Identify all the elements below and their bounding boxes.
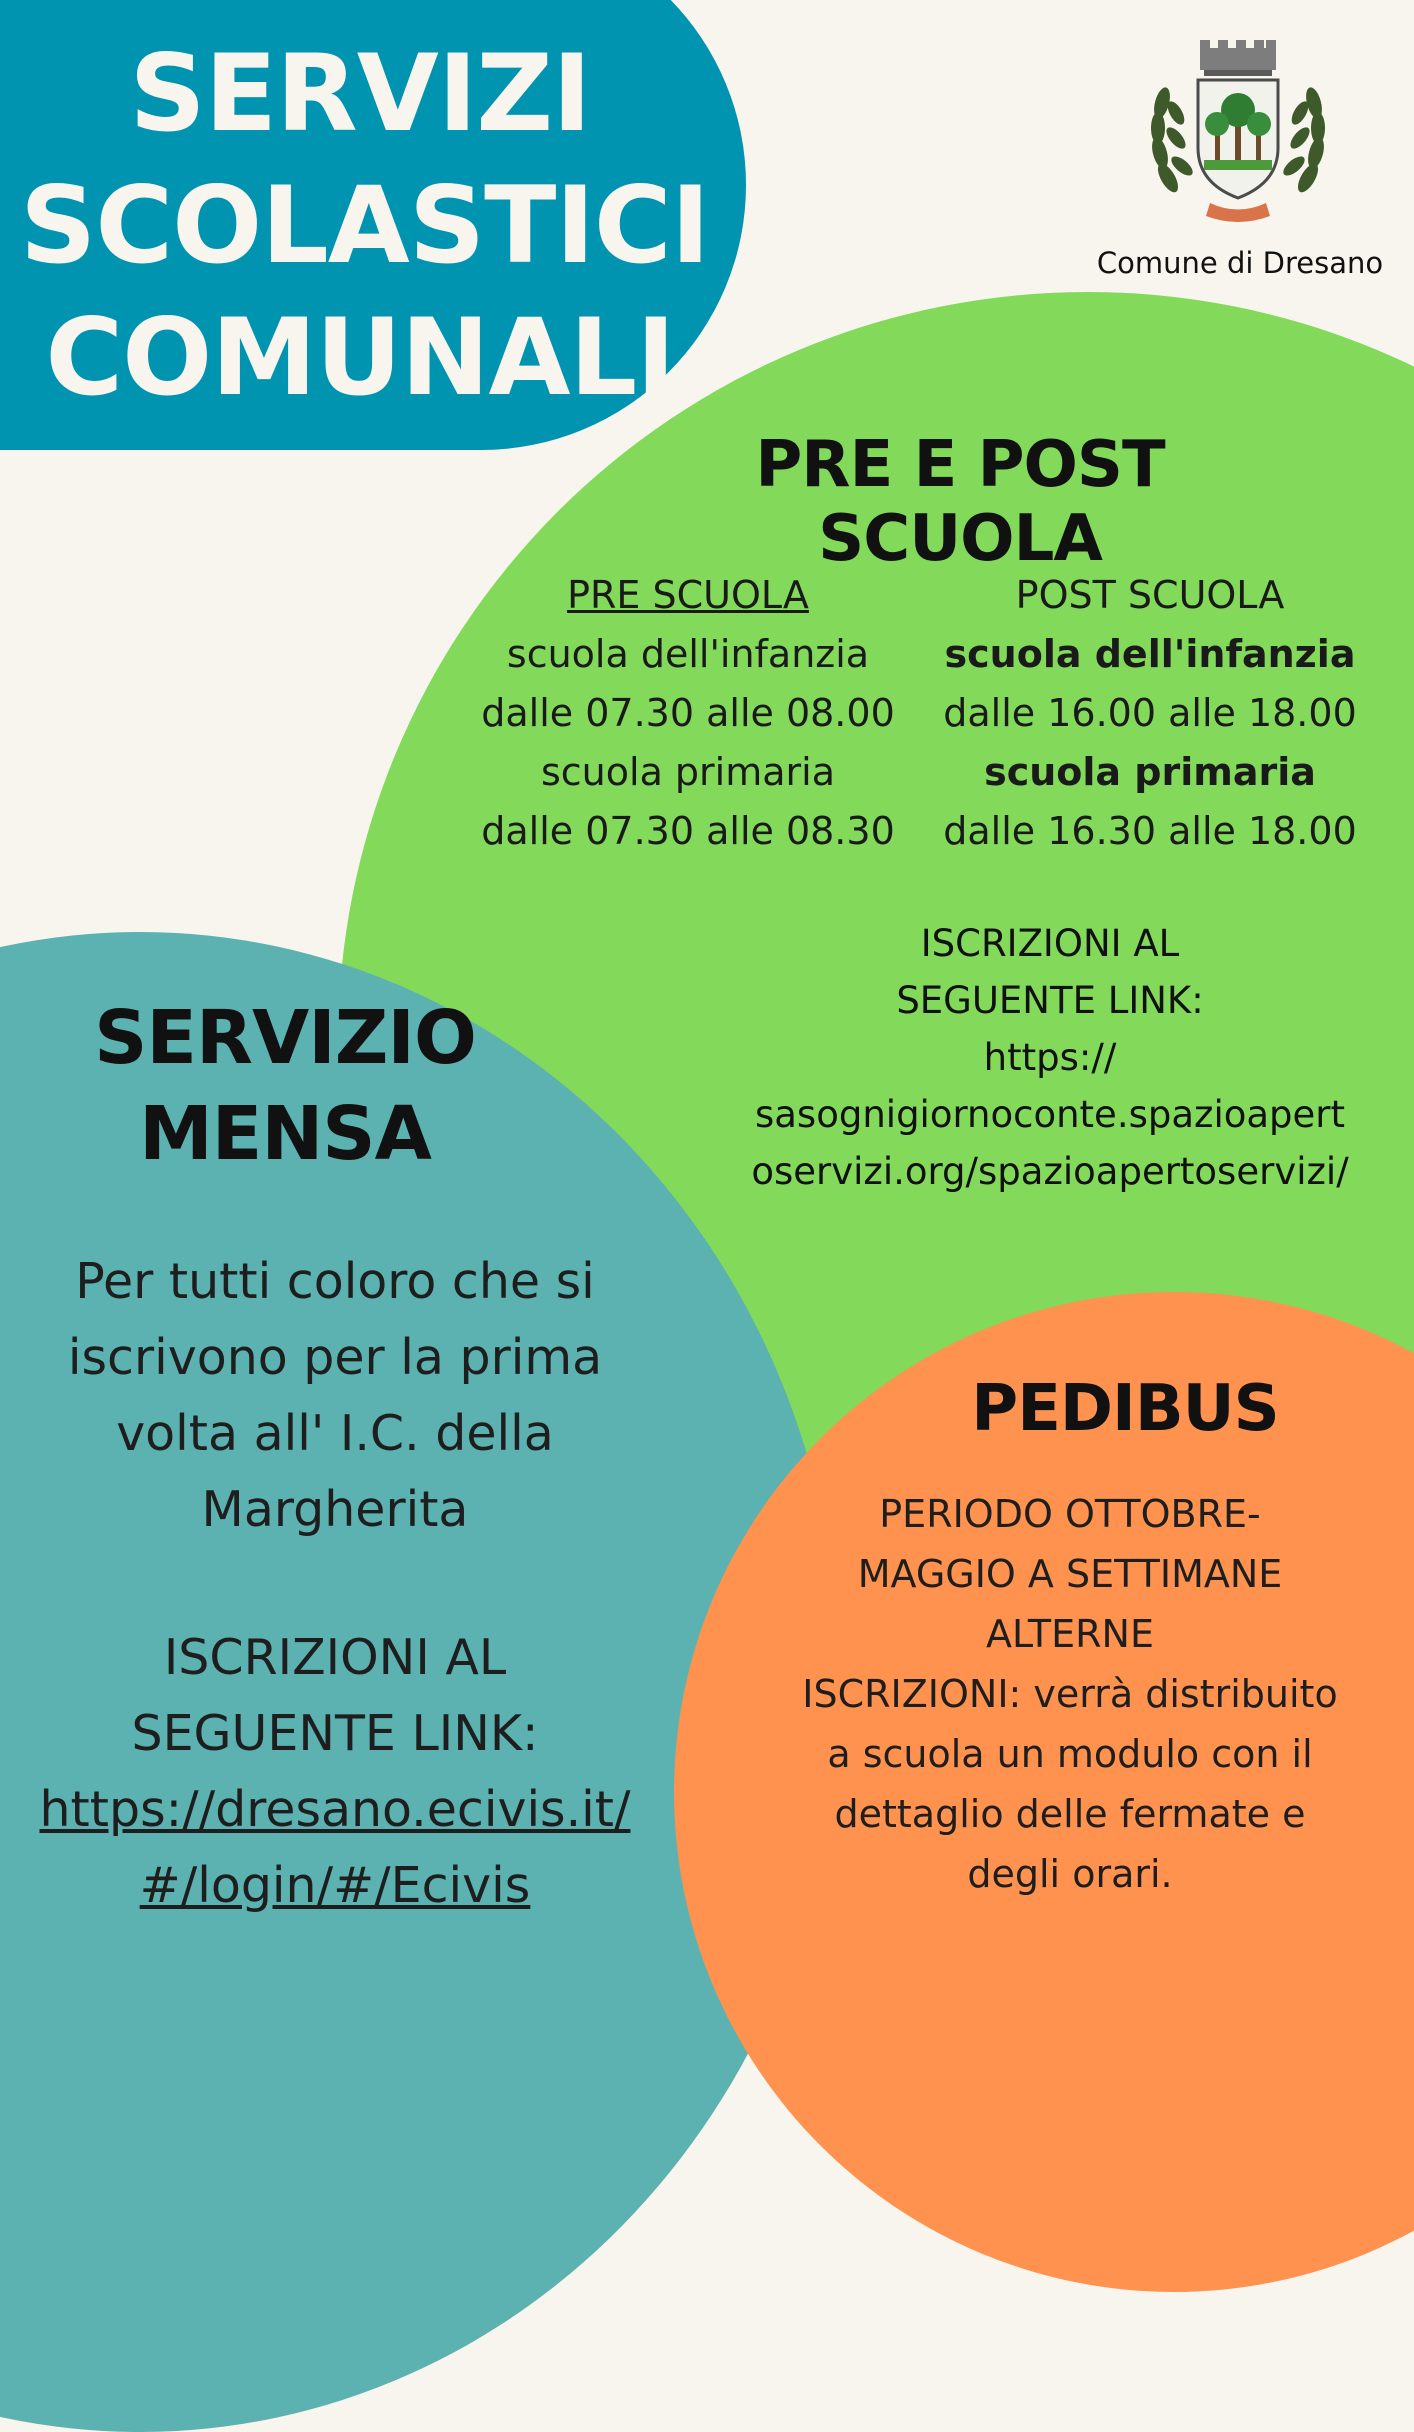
pedibus-text-line: ALTERNE: [986, 1612, 1154, 1656]
page-title: [20, 28, 710, 424]
registration-line: SEGUENTE LINK:: [131, 1705, 539, 1762]
registration-link[interactable]: sasognigiornoconte.spazioapert: [754, 1093, 1345, 1136]
post-primaria-hours: dalle 16.30 alle 18.00: [943, 809, 1357, 853]
mensa-description: [0, 1244, 670, 1548]
mensa-registration-link[interactable]: https://dresano.ecivis.it/: [39, 1781, 631, 1838]
mensa-title: [60, 990, 510, 1182]
mensa-text-line: iscrivono per la prima: [67, 1329, 603, 1386]
registration-link[interactable]: oservizi.org/spazioapertoservizi/: [751, 1150, 1349, 1193]
coat-of-arms-icon: [1138, 38, 1338, 228]
pedibus-text-line: MAGGIO A SETTIMANE: [857, 1552, 1283, 1596]
mensa-title-line: SERVIZIO: [94, 995, 476, 1081]
pedibus-text-line: dettaglio delle fermate e: [834, 1792, 1306, 1836]
pre-primaria-hours: dalle 07.30 alle 08.30: [481, 809, 895, 853]
pedibus-text-line: ISCRIZIONI: verrà distribuito: [802, 1672, 1338, 1716]
registration-link[interactable]: https://: [983, 1036, 1117, 1079]
pedibus-text-line: PERIODO OTTOBRE-: [879, 1492, 1261, 1536]
mensa-text-line: Per tutti coloro che si: [75, 1253, 595, 1310]
mensa-title-line: MENSA: [139, 1091, 431, 1177]
pre-primaria-label: scuola primaria: [540, 750, 836, 794]
mensa-registration-link[interactable]: #/login/#/Ecivis: [139, 1857, 531, 1914]
pre-post-registration: [700, 915, 1400, 1200]
pedibus-description: [720, 1484, 1414, 1904]
mensa-registration: [0, 1620, 670, 1924]
post-primaria-label: scuola primaria: [984, 750, 1316, 794]
pre-infanzia-label: scuola dell'infanzia: [506, 632, 870, 676]
title-line: SCOLASTICI: [20, 164, 710, 287]
pre-infanzia-hours: dalle 07.30 alle 08.00: [481, 691, 895, 735]
pre-school-heading: PRE SCUOLA: [567, 573, 809, 617]
post-school-column: [930, 566, 1370, 861]
title-line: COMUNALI: [45, 296, 675, 419]
registration-line: ISCRIZIONI AL: [920, 922, 1180, 965]
registration-line: ISCRIZIONI AL: [163, 1629, 507, 1686]
pedibus-text-line: degli orari.: [967, 1852, 1173, 1896]
pre-school-column: [458, 566, 918, 861]
post-infanzia-hours: dalle 16.00 alle 18.00: [943, 691, 1357, 735]
mensa-text-line: Margherita: [201, 1481, 469, 1538]
post-infanzia-label: scuola dell'infanzia: [944, 632, 1356, 676]
title-line: SERVIZI: [129, 32, 591, 155]
registration-line: SEGUENTE LINK:: [896, 979, 1204, 1022]
pedibus-text-line: a scuola un modulo con il: [827, 1732, 1313, 1776]
post-school-heading: POST SCUOLA: [1015, 573, 1285, 617]
pedibus-title: PEDIBUS: [971, 1372, 1279, 1446]
municipality-name: Comune di Dresano: [1096, 246, 1384, 280]
mensa-text-line: volta all' I.C. della: [116, 1405, 554, 1462]
pre-post-title: PRE E POST SCUOLA: [755, 428, 1165, 576]
